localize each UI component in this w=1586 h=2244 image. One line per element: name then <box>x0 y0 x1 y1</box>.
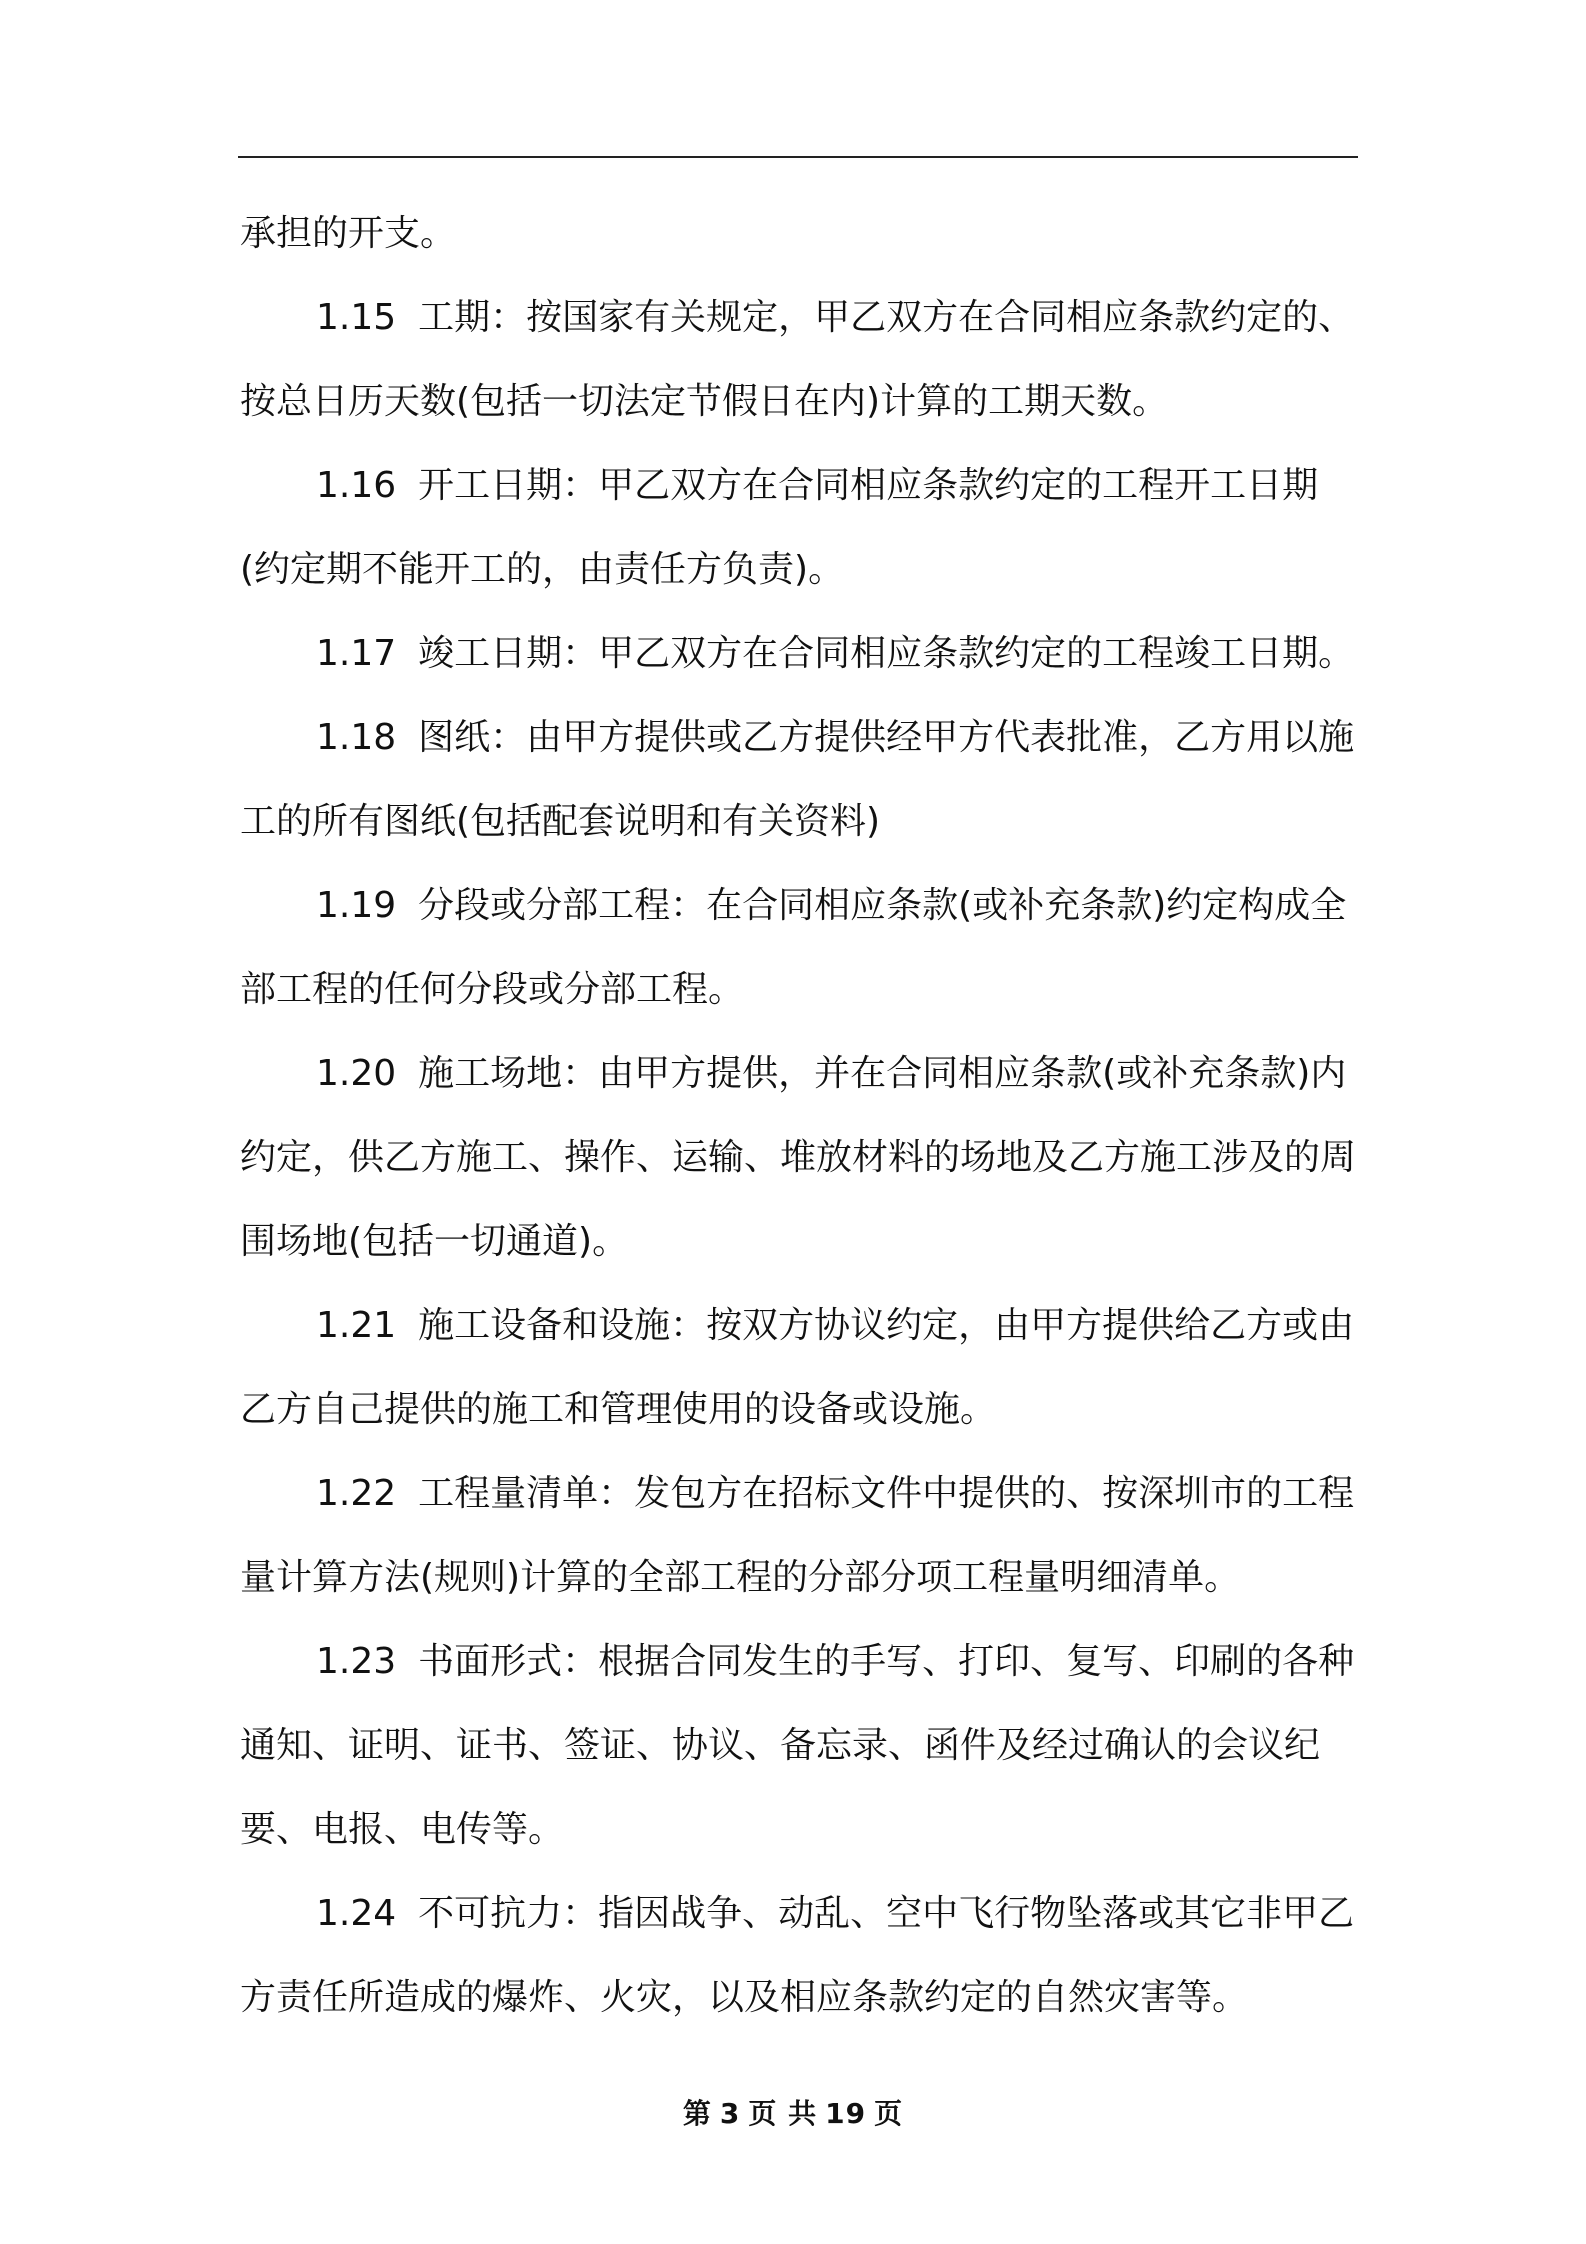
clause-number: 1.15 <box>316 297 397 338</box>
clause-number: 1.19 <box>316 885 397 926</box>
clause-number: 1.20 <box>316 1053 397 1094</box>
clause-text: 施工场地：由甲方提供，并在合同相应条款(或补充条款)内约定，供乙方施工、操作、运输、堆放材料的场地及乙方施工涉及的周围场地(包括一切通道)。 <box>240 1053 1357 1262</box>
total-page-count: 19 <box>825 2097 867 2130</box>
clause-number: 1.24 <box>316 1893 397 1934</box>
clause-1-23 <box>240 1620 1360 1872</box>
footer-middle: 页 共 <box>748 2097 818 2130</box>
clause-text: 分段或分部工程：在合同相应条款(或补充条款)约定构成全部工程的任何分段或分部工程。 <box>240 885 1347 1010</box>
clause-text: 书面形式：根据合同发生的手写、打印、复写、印刷的各种通知、证明、证书、签证、协议、备忘录、函件及经过确认的会议纪要、电报、电传等。 <box>240 1641 1355 1850</box>
continuation-text: 承担的开支。 <box>240 213 457 254</box>
clause-1-24 <box>240 1872 1360 2040</box>
clause-1-16 <box>240 444 1360 612</box>
clause-1-20 <box>240 1032 1360 1284</box>
clause-number: 1.23 <box>316 1641 397 1682</box>
clause-number: 1.18 <box>316 717 397 758</box>
clause-text: 施工设备和设施：按双方协议约定，由甲方提供给乙方或由乙方自己提供的施工和管理使用的设备或设施。 <box>240 1305 1355 1430</box>
current-page-number: 3 <box>719 2097 741 2130</box>
page-footer <box>0 2092 1586 2132</box>
clause-number: 1.22 <box>316 1473 397 1514</box>
clause-1-19 <box>240 864 1360 1032</box>
clause-number: 1.16 <box>316 465 397 506</box>
document-body <box>240 192 1360 2040</box>
clause-1-15 <box>240 276 1360 444</box>
clause-1-17 <box>240 612 1360 696</box>
clause-1-21 <box>240 1284 1360 1452</box>
clause-1-22 <box>240 1452 1360 1620</box>
clause-text: 不可抗力：指因战争、动乱、空中飞行物坠落或其它非甲乙方责任所造成的爆炸、火灾，以及相应条款约定的自然灾害等。 <box>240 1893 1355 2018</box>
header-rule <box>238 156 1358 158</box>
clause-text: 竣工日期：甲乙双方在合同相应条款约定的工程竣工日期。 <box>418 633 1355 674</box>
clause-number: 1.17 <box>316 633 397 674</box>
clause-text: 工程量清单：发包方在招标文件中提供的、按深圳市的工程量计算方法(规则)计算的全部工程的分部分项工程量明细清单。 <box>240 1473 1355 1598</box>
clause-text: 工期：按国家有关规定，甲乙双方在合同相应条款约定的、按总日历天数(包括一切法定节假日在内)计算的工期天数。 <box>240 297 1355 422</box>
clause-1-18 <box>240 696 1360 864</box>
clause-text: 开工日期：甲乙双方在合同相应条款约定的工程开工日期(约定期不能开工的，由责任方负责)。 <box>240 465 1319 590</box>
clause-text: 图纸：由甲方提供或乙方提供经甲方代表批准，乙方用以施工的所有图纸(包括配套说明和有关资料) <box>240 717 1355 842</box>
clause-number: 1.21 <box>316 1305 397 1346</box>
footer-prefix: 第 <box>682 2097 712 2130</box>
footer-suffix: 页 <box>874 2097 904 2130</box>
